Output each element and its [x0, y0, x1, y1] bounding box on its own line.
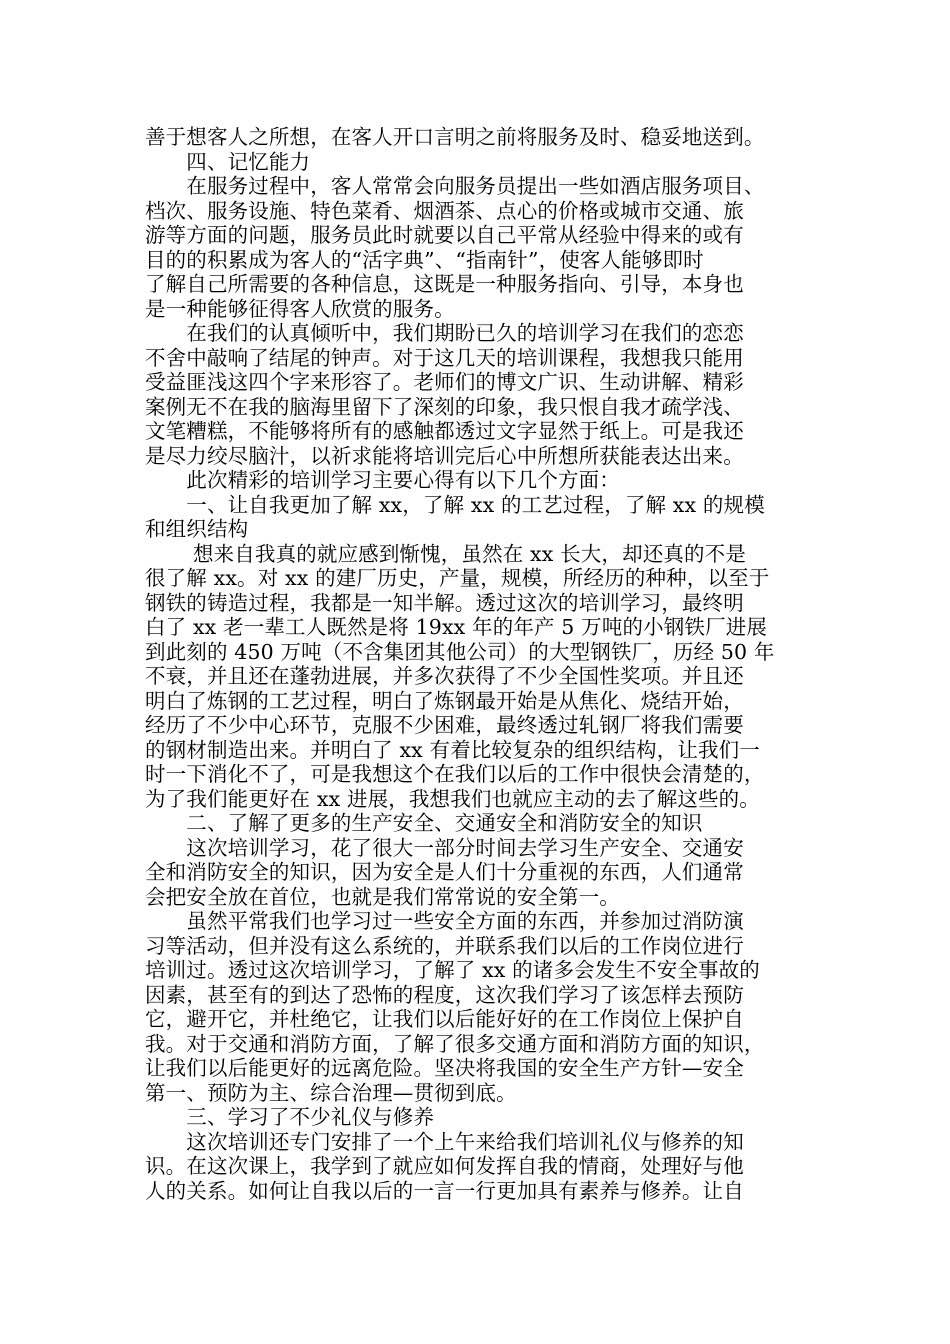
- text-line: 这次培训还专门安排了一个上午来给我们培训礼仪与修养的知: [145, 1129, 744, 1154]
- section-heading-understanding: 一、让自我更加了解 xx，了解 xx 的工艺过程，了解 xx 的规模: [145, 492, 765, 517]
- text-line: 是尽力绞尽脑汁，以祈求能将培训完后心中所想所获能表达出来。: [145, 443, 744, 468]
- text-line: 它，避开它，并杜绝它，让我们以后能好好的在工作岗位上保护自: [145, 1007, 744, 1031]
- text-line: 在我们的认真倾听中，我们期盼已久的培训学习在我们的恋恋: [145, 321, 744, 345]
- text-line: 的钢材制造出来。并明白了 xx 有着比较复杂的组织结构，让我们一: [145, 737, 760, 762]
- text-line: 不衰，并且还在蓬勃进展，并多次获得了不少全国性奖项。并且还: [145, 664, 744, 688]
- text-line: 培训过。透过这次培训学习，了解了 xx 的诸多会发生不安全事故的: [145, 958, 760, 982]
- text-line: 习等活动，但并没有这么系统的，并联系我们以后的工作岗位进行: [145, 933, 744, 958]
- document-body: [145, 125, 825, 1203]
- text-line: 不舍中敲响了结尾的钟声。对于这几天的培训课程，我想我只能用: [145, 345, 744, 370]
- text-line: 经历了不少中心环节，克服不少困难，最终透过轧钢厂将我们需要: [145, 713, 744, 737]
- text-line: 让我们以后能更好的远离危险。坚决将我国的安全生产方针—安全: [145, 1056, 744, 1080]
- text-line: 案例无不在我的脑海里留下了深刻的印象，我只恨自我才疏学浅、: [145, 394, 744, 419]
- text-line: 为了我们能更好在 xx 进展，我想我们也就应主动的去了解这些的。: [145, 786, 760, 811]
- text-line: 受益匪浅这四个字来形容了。老师们的博文广识、生动讲解、精彩: [145, 370, 744, 394]
- section-heading-etiquette: 三、学习了不少礼仪与修养: [145, 1105, 435, 1129]
- text-line: 识。在这次课上，我学到了就应如何发挥自我的情商，处理好与他: [145, 1154, 744, 1178]
- text-line: 很了解 xx。对 xx 的建厂历史，产量，规模，所经历的种种，以至于: [145, 566, 770, 590]
- text-line: 目的的积累成为客人的“活字典”、“指南针”，使客人能够即时: [145, 247, 704, 272]
- text-line: 白了 xx 老一辈工人既然是将 19xx 年的年产 5 万吨的小钢铁厂进展: [145, 615, 768, 639]
- text-line: 明白了炼钢的工艺过程，明白了炼钢最开始是从焦化、烧结开始，: [145, 688, 744, 713]
- section-heading-safety: 二、了解了更多的生产安全、交通安全和消防安全的知识: [145, 811, 703, 835]
- text-line: 会把安全放在首位，也就是我们常常说的安全第一。: [145, 884, 620, 909]
- text-line: 是一种能够征得客人欣赏的服务。: [145, 296, 455, 321]
- text-line: 到此刻的 450 万吨（不含集团其他公司）的大型钢铁厂，历经 50 年: [145, 639, 775, 664]
- text-line: 想来自我真的就应感到惭愧，虽然在 xx 长大，却还真的不是: [145, 541, 746, 566]
- text-line: 了解自己所需要的各种信息，这既是一种服务指向、引导，本身也: [145, 272, 744, 296]
- text-line: 善于想客人之所想，在客人开口言明之前将服务及时、稳妥地送到。: [145, 125, 765, 149]
- text-line: 这次培训学习，花了很大一部分时间去学习生产安全、交通安: [145, 835, 744, 860]
- text-line: 因素，甚至有的到达了恐怖的程度，这次我们学习了该怎样去预防: [145, 982, 744, 1007]
- text-line: 全和消防安全的知识，因为安全是人们十分重视的东西，人们通常: [145, 860, 744, 884]
- text-line: 此次精彩的培训学习主要心得有以下几个方面：: [145, 468, 620, 492]
- text-line: 我。对于交通和消防方面，了解了很多交通方面和消防方面的知识，: [145, 1031, 765, 1056]
- text-line: 人的关系。如何让自我以后的一言一行更加具有素养与修养。让自: [145, 1178, 744, 1203]
- text-line: 文笔糟糕，不能够将所有的感触都透过文字显然于纸上。可是我还: [145, 419, 744, 443]
- text-line: 虽然平常我们也学习过一些安全方面的东西，并参加过消防演: [145, 909, 744, 933]
- text-line: 游等方面的问题，服务员此时就要以自己平常从经验中得来的或有: [145, 223, 744, 247]
- text-line: 档次、服务设施、特色菜肴、烟酒茶、点心的价格或城市交通、旅: [145, 198, 744, 223]
- text-line: 第一、预防为主、综合治理—贯彻到底。: [145, 1080, 517, 1105]
- section-heading-memory: 四、记忆能力: [145, 149, 311, 174]
- text-line: 在服务过程中，客人常常会向服务员提出一些如酒店服务项目、: [145, 174, 765, 198]
- section-heading-understanding-cont: 和组织结构: [145, 517, 249, 541]
- text-line: 钢铁的铸造过程，我都是一知半解。透过这次的培训学习，最终明: [145, 590, 744, 615]
- text-line: 时一下消化不了，可是我想这个在我们以后的工作中很快会清楚的，: [145, 762, 765, 786]
